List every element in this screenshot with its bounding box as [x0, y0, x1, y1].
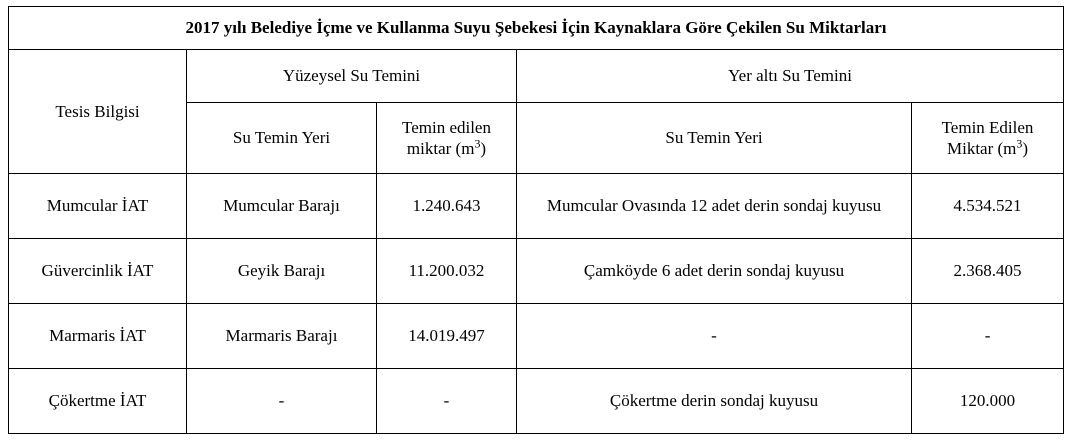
- row-surface-source: -: [187, 369, 377, 434]
- page-title: 2017 yılı Belediye İçme ve Kullanma Suyu Şebekesi İçin Kaynaklara Göre Çekilen Su Miktarları: [9, 7, 1064, 50]
- row-ground-amount: 120.000: [912, 369, 1064, 434]
- row-ground-source: Çökertme derin sondaj kuyusu: [517, 369, 912, 434]
- header-surface-group: Yüzeysel Su Temini: [187, 50, 517, 103]
- row-surface-amount: 1.240.643: [377, 174, 517, 239]
- table-title-row: [9, 7, 1064, 50]
- header-ground-amount-close: ): [1022, 139, 1029, 158]
- table-row: [9, 304, 1064, 369]
- header-surface-amount-close: ): [480, 139, 487, 158]
- row-facility: Güvercinlik İAT: [9, 239, 187, 304]
- row-facility: Mumcular İAT: [9, 174, 187, 239]
- header-ground-amount: [912, 103, 1064, 174]
- header-surface-amount-unit: 3: [474, 136, 481, 151]
- row-surface-amount: -: [377, 369, 517, 434]
- table-row: [9, 174, 1064, 239]
- header-ground-amount-line1: Temin Edilen: [941, 117, 1034, 137]
- table-row: [9, 239, 1064, 304]
- row-ground-amount: 4.534.521: [912, 174, 1064, 239]
- header-surface-amount-line2: miktar (m: [406, 139, 475, 158]
- header-facility-info: Tesis Bilgisi: [9, 50, 187, 174]
- row-surface-source: Geyik Barajı: [187, 239, 377, 304]
- row-ground-amount: 2.368.405: [912, 239, 1064, 304]
- row-ground-source: Çamköyde 6 adet derin sondaj kuyusu: [517, 239, 912, 304]
- header-group-row: [9, 50, 1064, 103]
- header-groundwater-group: Yer altı Su Temini: [517, 50, 1064, 103]
- header-ground-amount-unit: 3: [1016, 136, 1023, 151]
- row-facility: Çökertme İAT: [9, 369, 187, 434]
- water-abstraction-table: [8, 6, 1064, 434]
- header-surface-source: Su Temin Yeri: [187, 103, 377, 174]
- row-surface-amount: 14.019.497: [377, 304, 517, 369]
- header-ground-source: Su Temin Yeri: [517, 103, 912, 174]
- header-surface-amount-line1: Temin edilen: [402, 117, 491, 137]
- row-surface-amount: 11.200.032: [377, 239, 517, 304]
- row-ground-source: Mumcular Ovasında 12 adet derin sondaj kuyusu: [517, 174, 912, 239]
- table-row: [9, 369, 1064, 434]
- row-ground-amount: -: [912, 304, 1064, 369]
- row-surface-source: Marmaris Barajı: [187, 304, 377, 369]
- row-surface-source: Mumcular Barajı: [187, 174, 377, 239]
- row-facility: Marmaris İAT: [9, 304, 187, 369]
- row-ground-source: -: [517, 304, 912, 369]
- header-surface-amount: [377, 103, 517, 174]
- header-ground-amount-line2: Miktar (m: [947, 139, 1017, 158]
